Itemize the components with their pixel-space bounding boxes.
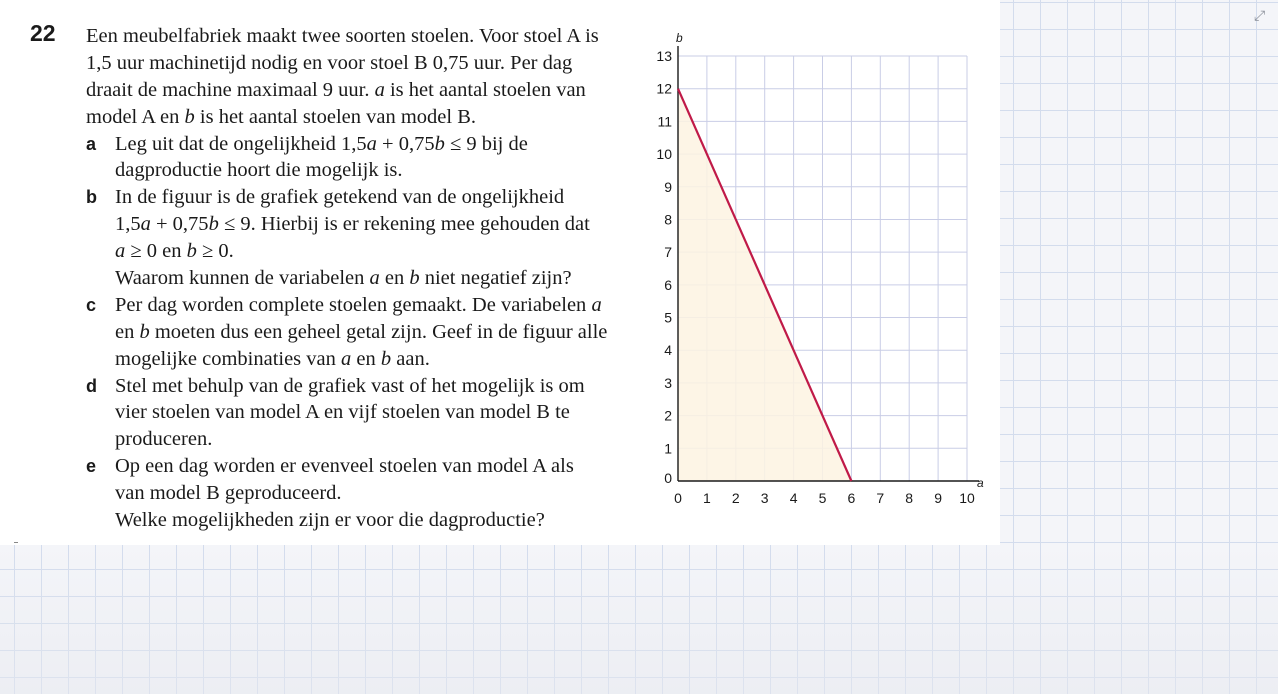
part-b-line: a ≥ 0 en b ≥ 0.	[115, 240, 234, 263]
part-a-line: dagproductie hoort die mogelijk is.	[115, 159, 403, 182]
part-b-line: Waarom kunnen de variabelen a en b niet negatief zijn?	[115, 267, 572, 290]
part-c-line: mogelijke combinaties van a en b aan.	[115, 347, 430, 370]
y-tick-label: 2	[664, 407, 672, 424]
intro-line: draait de machine maximaal 9 uur. a is het aantal stoelen van	[86, 78, 586, 101]
part-label: b	[86, 187, 97, 208]
x-tick-label: 6	[847, 490, 856, 506]
part-label: c	[86, 294, 97, 315]
exercise-number: 22	[30, 20, 56, 46]
part-b-line: 1,5a + 0,75b ≤ 9. Hierbij is er rekening mee gehouden dat	[115, 213, 590, 236]
x-tick-label: 9	[934, 490, 942, 506]
x-tick-label: 1	[703, 490, 711, 506]
expand-icon[interactable]: ⤢	[1254, 8, 1266, 24]
x-tick-label: 5	[818, 490, 827, 506]
intro-line: 1,5 uur machinetijd nodig en voor stoel B 0,75 uur. Per dag	[86, 51, 573, 74]
y-tick-label: 4	[664, 342, 672, 359]
x-tick-label: 4	[789, 490, 798, 506]
x-tick-label: 7	[876, 490, 885, 506]
part-label: d	[86, 375, 97, 396]
part-label: a	[86, 133, 97, 154]
part-c-line: en b moeten dus een geheel getal zijn. Geef in de figuur alle	[115, 320, 608, 343]
y-tick-label: 12	[656, 80, 672, 97]
x-tick-label: 3	[760, 490, 769, 506]
y-tick-label: 1	[664, 440, 672, 457]
part-d-line: vier stoelen van model A en vijf stoelen van model B te	[115, 401, 570, 424]
y-tick-label: 3	[664, 374, 672, 391]
part-d-line: produceren.	[115, 428, 213, 451]
part-label: e	[86, 456, 97, 477]
y-tick-label: 10	[656, 146, 672, 163]
part-a: a Leg uit dat de ongelijkheid 1,5a + 0,75b ≤ 9 bij de	[86, 131, 636, 158]
y-tick-label: 5	[664, 309, 672, 326]
x-tick-label: 10	[959, 490, 975, 506]
x-tick-label: 2	[731, 490, 740, 506]
y-tick-label: 11	[657, 113, 672, 130]
y-tick-label: 13	[656, 48, 672, 64]
intro-line: model A en b is het aantal stoelen van model B.	[86, 105, 476, 128]
intro-line: Een meubelfabriek maakt twee soorten stoelen. Voor stoel A is	[86, 25, 599, 47]
y-tick-label: 7	[664, 244, 672, 261]
x-tick-label: 8	[905, 490, 914, 506]
part-e-line: van model B geproduceerd.	[115, 482, 342, 505]
y-tick-label: 9	[664, 178, 672, 195]
part-e-line: Welke mogelijkheden zijn er voor die dagproductie?	[115, 509, 545, 532]
x-tick-label: 0	[674, 490, 682, 506]
y-tick-label: 6	[664, 276, 672, 293]
part-e: e Op een dag worden er evenveel stoelen van model A als	[86, 453, 636, 480]
y-tick-label: 8	[664, 211, 672, 228]
y-axis-label: b	[676, 31, 683, 45]
part-b: b In de figuur is de grafiek getekend van de ongelijkheid	[86, 184, 636, 211]
x-axis-label: a	[977, 476, 984, 490]
part-d: d Stel met behulp van de grafiek vast of het mogelijk is om	[86, 373, 636, 400]
y-tick-label: 0	[664, 470, 672, 486]
part-c: c Per dag worden complete stoelen gemaakt. De variabelen a	[86, 292, 636, 319]
